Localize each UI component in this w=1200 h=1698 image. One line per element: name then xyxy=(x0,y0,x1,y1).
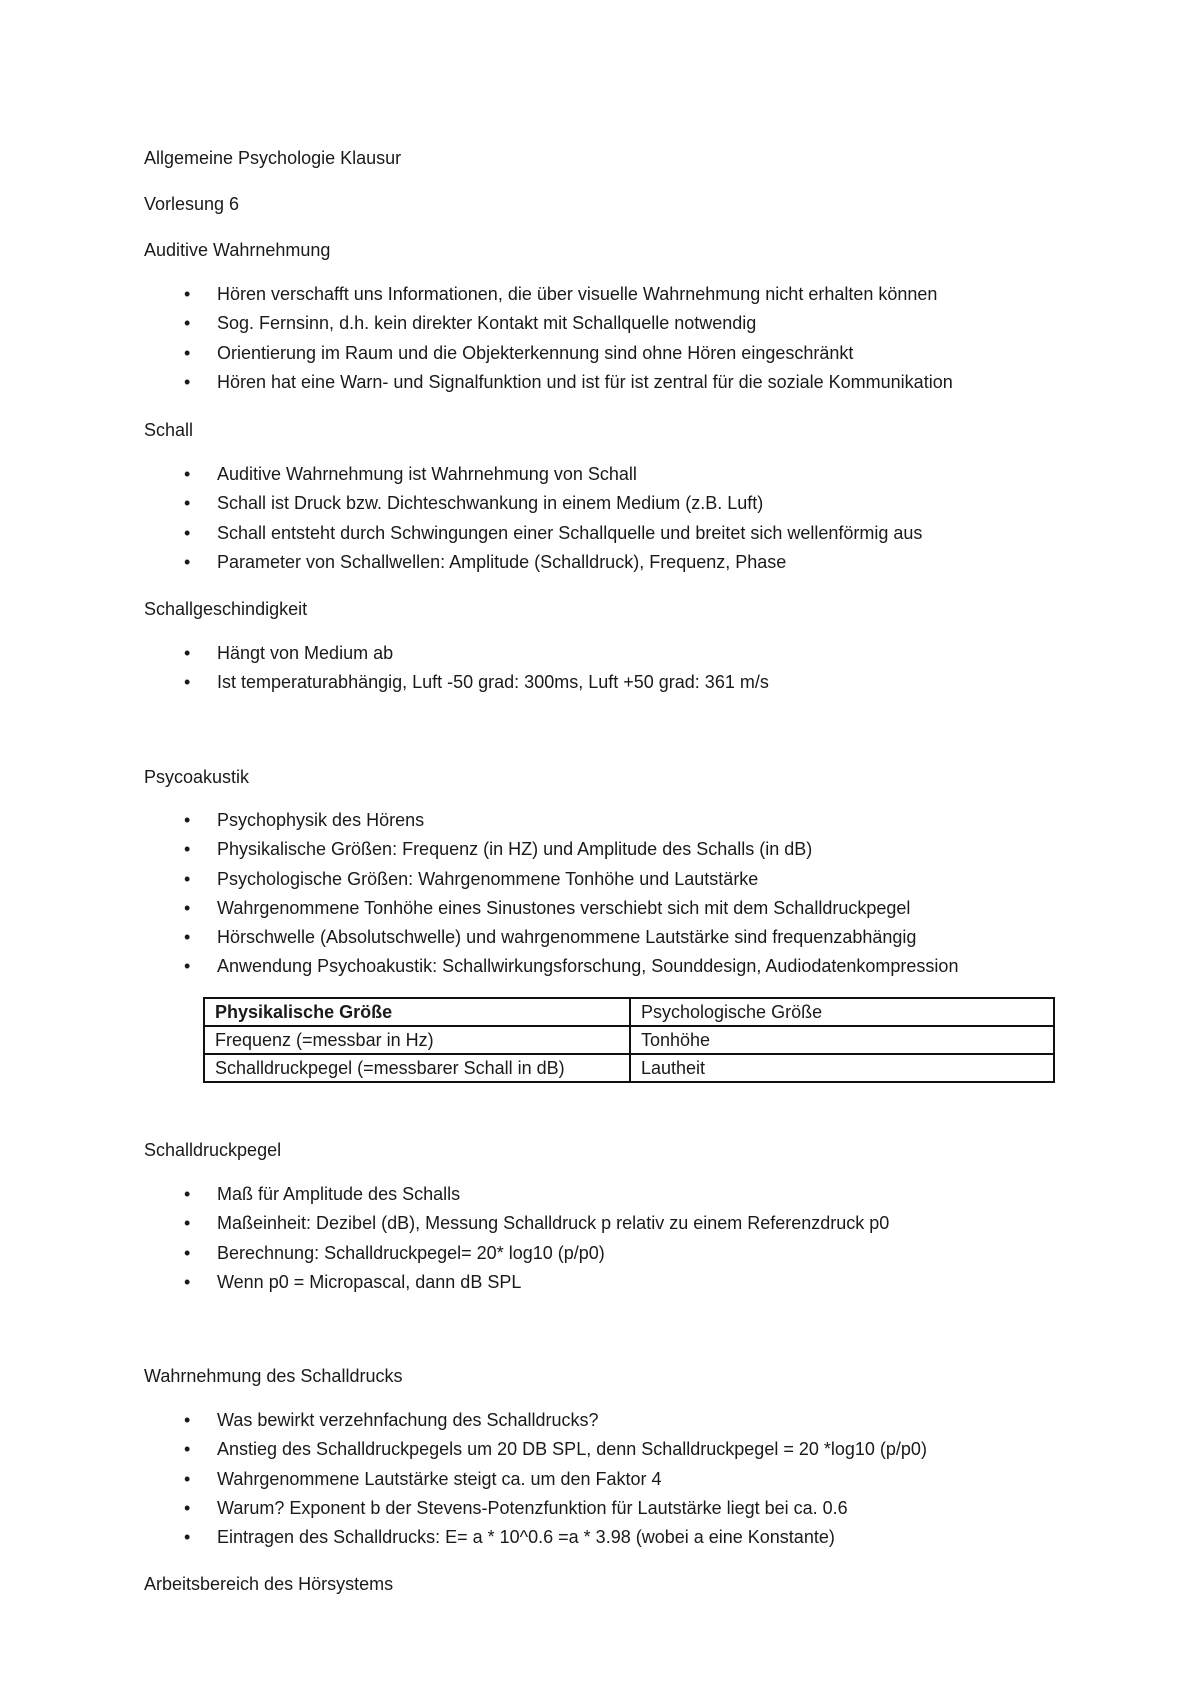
table-cell: Schalldruckpegel (=messbarer Schall in dB) xyxy=(204,1054,630,1082)
list-item: • Orientierung im Raum und die Objekterkennung sind ohne Hören eingeschränkt xyxy=(144,339,953,368)
section-heading-wahrnehmung-des-schalldrucks: Wahrnehmung des Schalldrucks xyxy=(144,1366,403,1386)
section-heading-auditive-wahrnehmung: Auditive Wahrnehmung xyxy=(144,240,331,260)
list-item: • Schall entsteht durch Schwingungen einer Schallquelle und breitet sich wellenförmig aus xyxy=(144,519,922,548)
bullet-list-auditive-wahrnehmung xyxy=(144,280,953,397)
section-heading-schall: Schall xyxy=(144,420,194,440)
table-header-cell: Physikalische Größe xyxy=(204,998,630,1026)
bullet-list-schall xyxy=(144,460,922,577)
list-item: • Anwendung Psychoakustik: Schallwirkungsforschung, Sounddesign, Audiodatenkompression xyxy=(144,952,958,981)
list-item: • Maß für Amplitude des Schalls xyxy=(144,1180,889,1209)
table-cell: Frequenz (=messbar in Hz) xyxy=(204,1026,630,1054)
list-item: • Physikalische Größen: Frequenz (in HZ) und Amplitude des Schalls (in dB) xyxy=(144,835,958,864)
list-item: • Parameter von Schallwellen: Amplitude (Schalldruck), Frequenz, Phase xyxy=(144,548,922,577)
list-item: • Eintragen des Schalldrucks: E= a * 10^0.6 =a * 3.98 (wobei a eine Konstante) xyxy=(144,1523,927,1552)
table-header-row xyxy=(204,998,1054,1026)
list-item: • Was bewirkt verzehnfachung des Schalldrucks? xyxy=(144,1406,927,1435)
list-item: • Wahrgenommene Lautstärke steigt ca. um den Faktor 4 xyxy=(144,1465,927,1494)
list-item: • Psychophysik des Hörens xyxy=(144,806,958,835)
list-item: • Hängt von Medium ab xyxy=(144,639,769,668)
list-item: • Warum? Exponent b der Stevens-Potenzfunktion für Lautstärke liegt bei ca. 0.6 xyxy=(144,1494,927,1523)
lecture-label: Vorlesung 6 xyxy=(144,194,240,214)
list-item: • Hören hat eine Warn- und Signalfunktion und ist für ist zentral für die soziale Kommunikation xyxy=(144,368,953,397)
list-item: • Auditive Wahrnehmung ist Wahrnehmung von Schall xyxy=(144,460,922,489)
list-item: • Wahrgenommene Tonhöhe eines Sinustones verschiebt sich mit dem Schalldruckpegel xyxy=(144,894,958,923)
table-row xyxy=(204,1054,1054,1082)
list-item: • Wenn p0 = Micropascal, dann dB SPL xyxy=(144,1268,889,1297)
bullet-list-schallgeschindigkeit xyxy=(144,639,769,698)
bullet-list-wahrnehmung-des-schalldrucks xyxy=(144,1406,927,1552)
bullet-list-psycoakustik xyxy=(144,806,958,982)
table-cell: Lautheit xyxy=(630,1054,1054,1082)
table-cell: Tonhöhe xyxy=(630,1026,1054,1054)
list-item: • Berechnung: Schalldruckpegel= 20* log10 (p/p0) xyxy=(144,1239,889,1268)
section-heading-psycoakustik: Psycoakustik xyxy=(144,767,250,787)
list-item: • Anstieg des Schalldruckpegels um 20 DB SPL, denn Schalldruckpegel = 20 *log10 (p/p0) xyxy=(144,1435,927,1464)
list-item: • Psychologische Größen: Wahrgenommene Tonhöhe und Lautstärke xyxy=(144,865,958,894)
list-item: • Schall ist Druck bzw. Dichteschwankung in einem Medium (z.B. Luft) xyxy=(144,489,922,518)
table-header-cell: Psychologische Größe xyxy=(630,998,1054,1026)
list-item: • Hören verschafft uns Informationen, die über visuelle Wahrnehmung nicht erhalten können xyxy=(144,280,953,309)
list-item: • Hörschwelle (Absolutschwelle) und wahrgenommene Lautstärke sind frequenzabhängig xyxy=(144,923,958,952)
section-heading-schalldruckpegel: Schalldruckpegel xyxy=(144,1140,282,1160)
section-heading-schallgeschindigkeit: Schallgeschindigkeit xyxy=(144,599,308,619)
document-title: Allgemeine Psychologie Klausur xyxy=(144,148,402,168)
list-item: • Sog. Fernsinn, d.h. kein direkter Kontakt mit Schallquelle notwendig xyxy=(144,309,953,338)
bullet-list-schalldruckpegel xyxy=(144,1180,889,1297)
list-item: • Maßeinheit: Dezibel (dB), Messung Schalldruck p relativ zu einem Referenzdruck p0 xyxy=(144,1209,889,1238)
table-row xyxy=(204,1026,1054,1054)
section-heading-arbeitsbereich: Arbeitsbereich des Hörsystems xyxy=(144,1574,394,1594)
comparison-table xyxy=(203,997,1055,1083)
list-item: • Ist temperaturabhängig, Luft -50 grad: 300ms, Luft +50 grad: 361 m/s xyxy=(144,668,769,697)
